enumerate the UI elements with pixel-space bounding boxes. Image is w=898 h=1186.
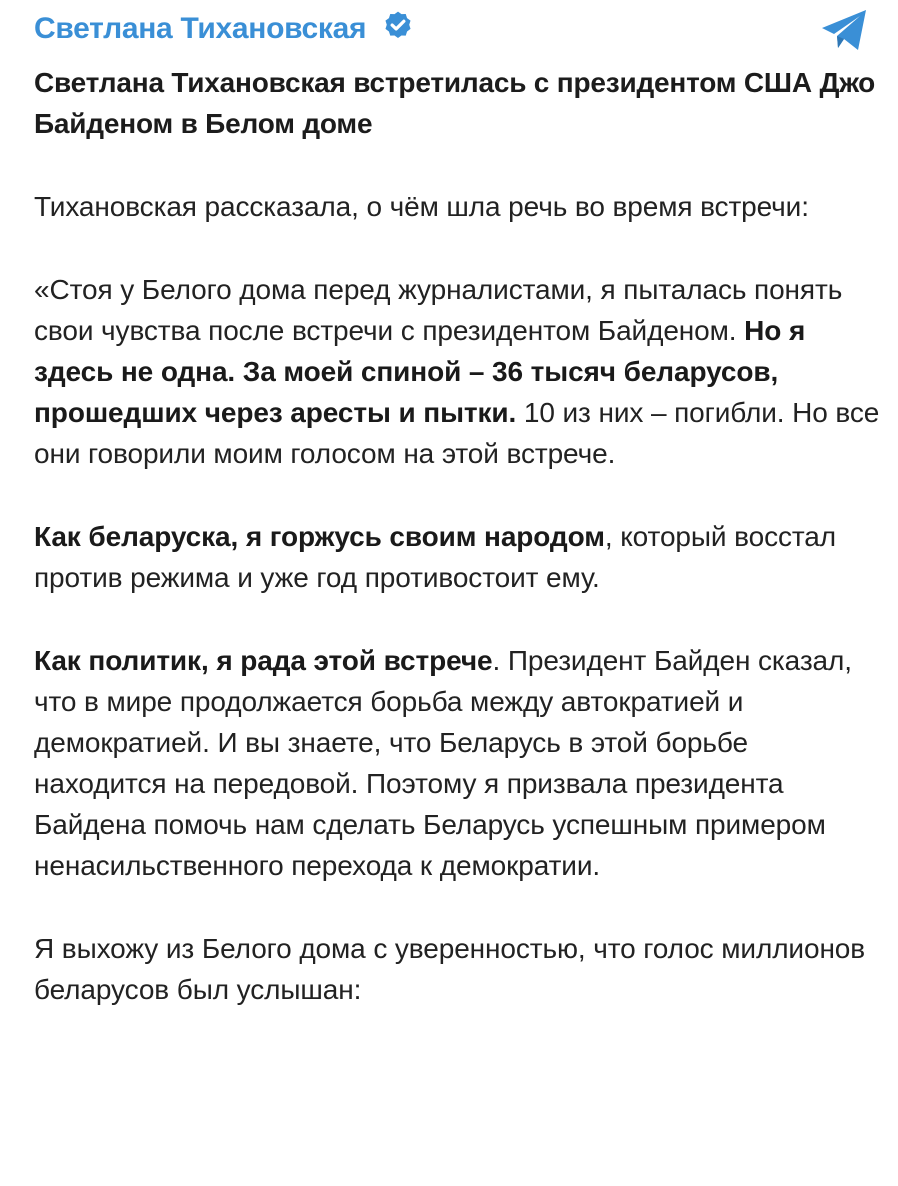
politician-bold-text: Как политик, я рада этой встрече xyxy=(34,645,493,676)
telegram-plane-icon[interactable] xyxy=(820,8,868,52)
people-paragraph xyxy=(34,516,884,598)
post-title: Светлана Тихановская встретилась с президентом США Джо Байденом в Белом доме xyxy=(34,67,876,139)
channel-name-link[interactable] xyxy=(34,10,414,47)
politician-paragraph xyxy=(34,640,884,886)
post-header xyxy=(34,0,884,58)
verified-badge-icon xyxy=(382,10,414,42)
quote-bold-text: Но я здесь не одна. За моей спиной – 36 тысяч беларусов, прошедших через аресты и пытки. xyxy=(34,315,806,428)
people-text: , который восстал против режима и уже год противостоит ему. xyxy=(34,521,836,593)
quote-text-end: 10 из них – погибли. Но все они говорили моим голосом на этой встрече. xyxy=(34,397,880,469)
quote-paragraph xyxy=(34,269,884,474)
closing-paragraph: Я выхожу из Белого дома с уверенностью, что голос миллионов беларусов был услышан: xyxy=(34,933,866,1005)
people-bold-text: Как беларуска, я горжусь своим народом xyxy=(34,521,605,552)
post-intro: Тихановская рассказала, о чём шла речь во время встречи: xyxy=(34,191,809,222)
quote-text-start: «Стоя у Белого дома перед журналистами, я пыталась понять свои чувства после встречи с президентом Байденом. xyxy=(34,274,843,346)
politician-text: . Президент Байден сказал, что в мире продолжается борьба между автократией и демократией. И вы знаете, что Беларусь в этой борьбе находится на передовой. Поэтому я призвала президента Байдена помочь нам сделать Беларусь успешным примером ненасильственного перехода к демократии. xyxy=(34,645,852,881)
channel-post xyxy=(34,0,884,1010)
channel-name-text: Светлана Тихановская xyxy=(34,12,367,45)
